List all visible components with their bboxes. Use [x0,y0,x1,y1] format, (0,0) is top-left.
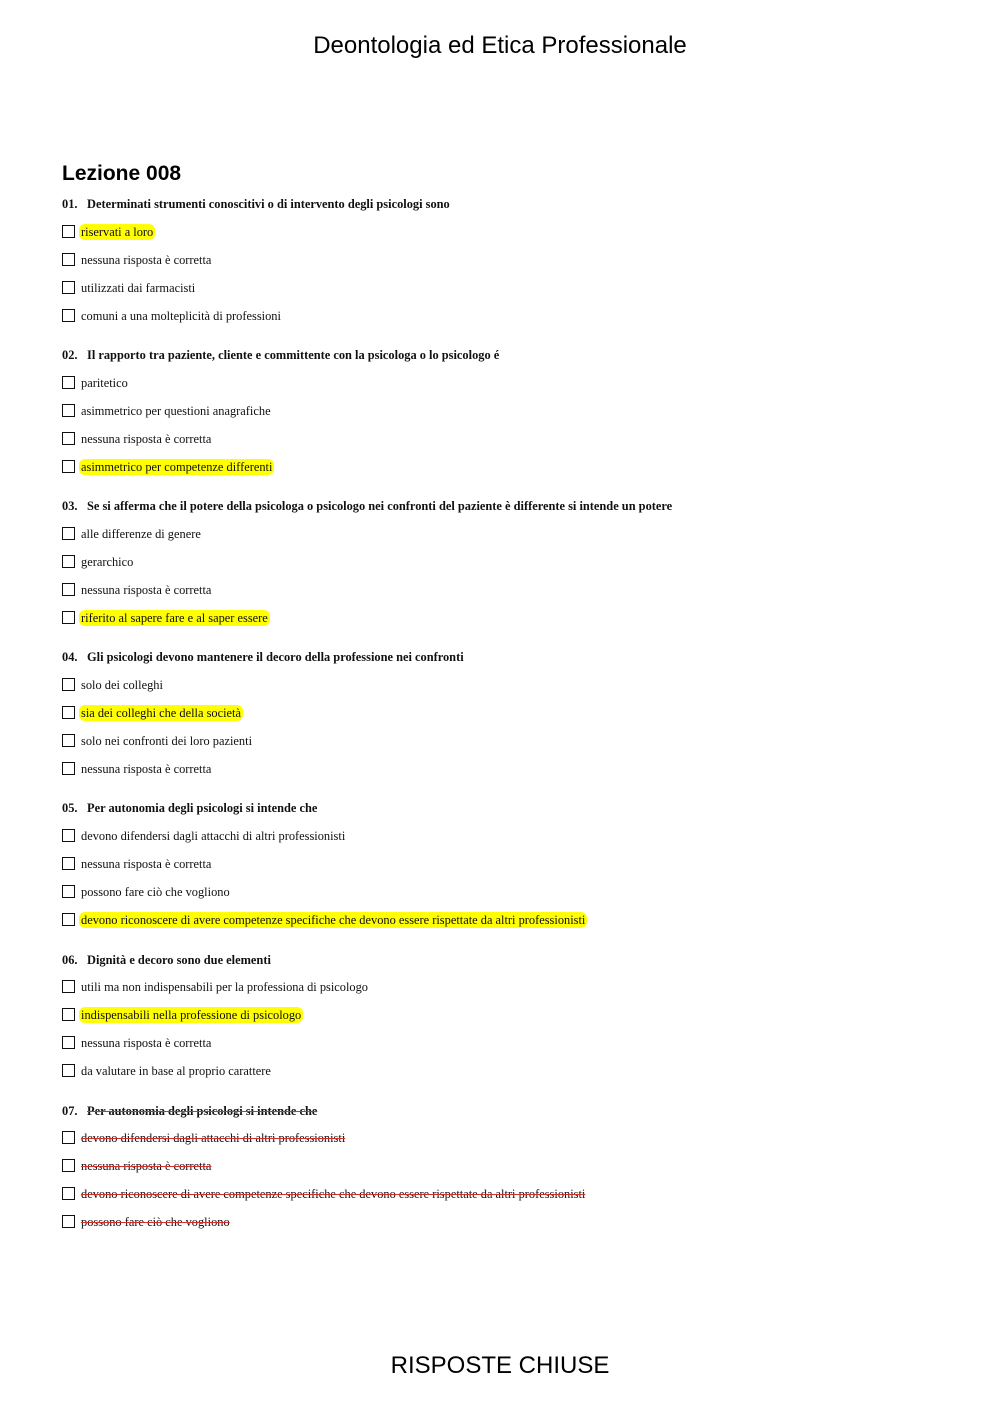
option-text-highlighted: riferito al sapere fare e al saper essere [81,610,268,625]
question-04 [62,650,464,665]
option-text-highlighted: devono riconoscere di avere competenze specifiche che devono essere rispettate da altri professionisti [81,912,586,927]
option-text: comuni a una molteplicità di professioni [81,308,281,323]
question-text: Se si afferma che il potere della psicologa o psicologo nei confronti del paziente è differente si intende un potere [87,499,673,513]
answer-option[interactable] [62,553,135,570]
question-text: Per autonomia degli psicologi si intende che [87,801,318,815]
question-05 [62,801,317,816]
question-text: Il rapporto tra paziente, cliente e committente con la psicologa o lo psicologo é [87,348,500,362]
answer-option[interactable] [62,978,370,995]
checkbox[interactable] [62,583,75,596]
checkbox[interactable] [62,857,75,870]
answer-option[interactable] [62,430,213,447]
checkbox[interactable] [62,1215,75,1228]
question-07-struck [62,1104,317,1119]
option-text: nessuna risposta è corretta [81,1035,212,1050]
question-number: 06. [62,953,78,967]
checkbox[interactable] [62,611,75,624]
answer-option[interactable] [62,676,165,693]
answer-option[interactable] [62,1034,213,1051]
checkbox[interactable] [62,885,75,898]
option-text: asimmetrico per questioni anagrafiche [81,403,271,418]
checkbox[interactable] [62,1008,75,1021]
answer-option[interactable] [62,1062,273,1079]
checkbox[interactable] [62,980,75,993]
option-text: utili ma non indispensabili per la professiona di psicologo [81,979,369,994]
question-number: 01. [62,197,78,211]
checkbox[interactable] [62,1064,75,1077]
question-01 [62,197,450,212]
option-text: solo dei colleghi [81,677,163,692]
checkbox[interactable] [62,734,75,747]
checkbox[interactable] [62,1036,75,1049]
answer-option[interactable] [62,223,155,240]
checkbox[interactable] [62,1131,75,1144]
option-text: nessuna risposta è corretta [81,252,212,267]
question-number: 05. [62,801,78,815]
option-text: possono fare ciò che vogliono [81,884,230,899]
option-text-struck: devono riconoscere di avere competenze specifiche che devono essere rispettate da altri professionisti [81,1186,586,1201]
answer-option[interactable] [62,581,213,598]
option-text-highlighted: asimmetrico per competenze differenti [81,459,273,474]
question-number: 03. [62,499,78,513]
answer-option[interactable] [62,609,270,626]
answer-option[interactable] [62,883,232,900]
checkbox[interactable] [62,829,75,842]
option-text: gerarchico [81,554,134,569]
question-02 [62,348,499,363]
option-text: nessuna risposta è corretta [81,856,212,871]
checkbox[interactable] [62,527,75,540]
checkbox[interactable] [62,762,75,775]
answer-option[interactable] [62,1157,213,1174]
question-06 [62,953,271,968]
option-text-struck: nessuna risposta è corretta [81,1158,212,1173]
option-text: devono difendersi dagli attacchi di altri professionisti [81,828,346,843]
answer-option[interactable] [62,525,203,542]
question-number: 07. [62,1104,78,1118]
answer-option[interactable] [62,1185,587,1202]
checkbox[interactable] [62,706,75,719]
option-text: paritetico [81,375,128,390]
option-text: nessuna risposta è corretta [81,582,212,597]
answer-option[interactable] [62,279,197,296]
answer-option[interactable] [62,1006,303,1023]
option-text: nessuna risposta è corretta [81,761,212,776]
answer-option[interactable] [62,1129,347,1146]
checkbox[interactable] [62,253,75,266]
question-number: 02. [62,348,78,362]
checkbox[interactable] [62,404,75,417]
answer-option[interactable] [62,732,254,749]
option-text: alle differenze di genere [81,526,201,541]
lesson-title: Lezione 008 [62,162,182,185]
question-text: Per autonomia degli psicologi si intende che [87,1104,318,1118]
answer-option[interactable] [62,704,243,721]
checkbox[interactable] [62,678,75,691]
option-text-highlighted: riservati a loro [81,224,154,239]
answer-option[interactable] [62,827,347,844]
option-text: solo nei confronti dei loro pazienti [81,733,253,748]
checkbox[interactable] [62,1159,75,1172]
checkbox[interactable] [62,432,75,445]
option-text: nessuna risposta è corretta [81,431,212,446]
checkbox[interactable] [62,225,75,238]
answer-option[interactable] [62,374,130,391]
checkbox[interactable] [62,1187,75,1200]
footer-label: RISPOSTE CHIUSE [390,1352,610,1379]
document-title: Deontologia ed Etica Professionale [313,32,687,59]
checkbox[interactable] [62,376,75,389]
checkbox[interactable] [62,281,75,294]
option-text-highlighted: indispensabili nella professione di psicologo [81,1007,302,1022]
answer-option[interactable] [62,911,587,928]
checkbox[interactable] [62,460,75,473]
question-text: Dignità e decoro sono due elementi [87,953,271,967]
answer-option[interactable] [62,251,213,268]
question-text: Gli psicologi devono mantenere il decoro della professione nei confronti [87,650,464,664]
question-text: Determinati strumenti conoscitivi o di intervento degli psicologi sono [87,197,450,211]
question-number: 04. [62,650,78,664]
answer-option[interactable] [62,1213,232,1230]
question-03 [62,499,672,514]
answer-option[interactable] [62,307,283,324]
answer-option[interactable] [62,458,274,475]
option-text-struck: devono difendersi dagli attacchi di altri professionisti [81,1130,346,1145]
option-text: utilizzati dai farmacisti [81,280,196,295]
answer-option[interactable] [62,855,213,872]
option-text-highlighted: sia dei colleghi che della società [81,705,241,720]
option-text: da valutare in base al proprio carattere [81,1063,271,1078]
checkbox[interactable] [62,309,75,322]
option-text-struck: possono fare ciò che vogliono [81,1214,230,1229]
answer-option[interactable] [62,402,273,419]
checkbox[interactable] [62,913,75,926]
checkbox[interactable] [62,555,75,568]
answer-option[interactable] [62,760,213,777]
